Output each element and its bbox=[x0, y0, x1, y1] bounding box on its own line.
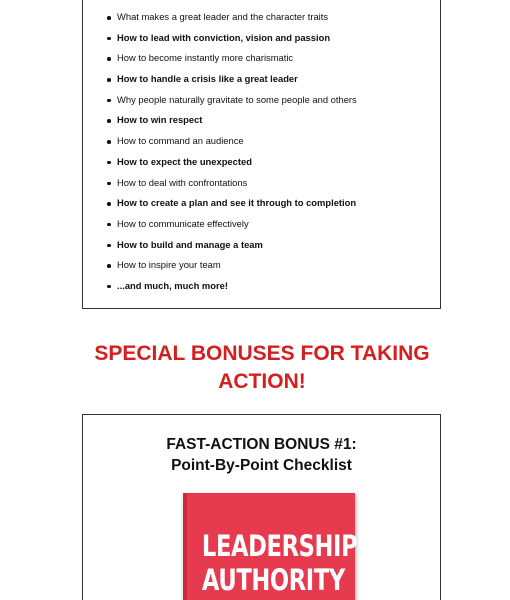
feature-list-item: How to win respect bbox=[107, 110, 357, 131]
book-cover-title-line-1: LEADERSHIP bbox=[201, 529, 358, 563]
feature-list-item: How to create a plan and see it through to completion bbox=[107, 193, 357, 214]
special-bonuses-heading-line-2: ACTION! bbox=[218, 370, 306, 393]
bonus-1-title: FAST-ACTION BONUS #1: bbox=[166, 436, 357, 453]
feature-list bbox=[107, 7, 357, 297]
feature-list-item: Why people naturally gravitate to some people and others bbox=[107, 90, 357, 111]
feature-list-item: What makes a great leader and the character traits bbox=[107, 7, 357, 28]
special-bonuses-heading bbox=[60, 340, 464, 396]
book-cover-image bbox=[183, 493, 358, 600]
feature-list-item: How to inspire your team bbox=[107, 255, 357, 276]
feature-list-item: How to become instantly more charismatic bbox=[107, 48, 357, 69]
feature-list-box bbox=[82, 0, 441, 309]
bonus-1-subtitle: Point-By-Point Checklist bbox=[171, 457, 352, 474]
feature-list-item: How to expect the unexpected bbox=[107, 152, 357, 173]
feature-list-item: How to handle a crisis like a great leader bbox=[107, 69, 357, 90]
bonus-1-box bbox=[82, 414, 441, 600]
book-cover-title-line-2: AUTHORITY bbox=[201, 563, 345, 597]
book-spine bbox=[183, 493, 187, 600]
feature-list-item: How to build and manage a team bbox=[107, 235, 357, 256]
special-bonuses-heading-line-1: SPECIAL BONUSES FOR TAKING bbox=[94, 342, 430, 365]
feature-list-item: How to command an audience bbox=[107, 131, 357, 152]
feature-list-item: How to deal with confrontations bbox=[107, 173, 357, 194]
feature-list-item: ...and much, much more! bbox=[107, 276, 357, 297]
feature-list-item: How to lead with conviction, vision and passion bbox=[107, 28, 357, 49]
feature-list-item: How to communicate effectively bbox=[107, 214, 357, 235]
